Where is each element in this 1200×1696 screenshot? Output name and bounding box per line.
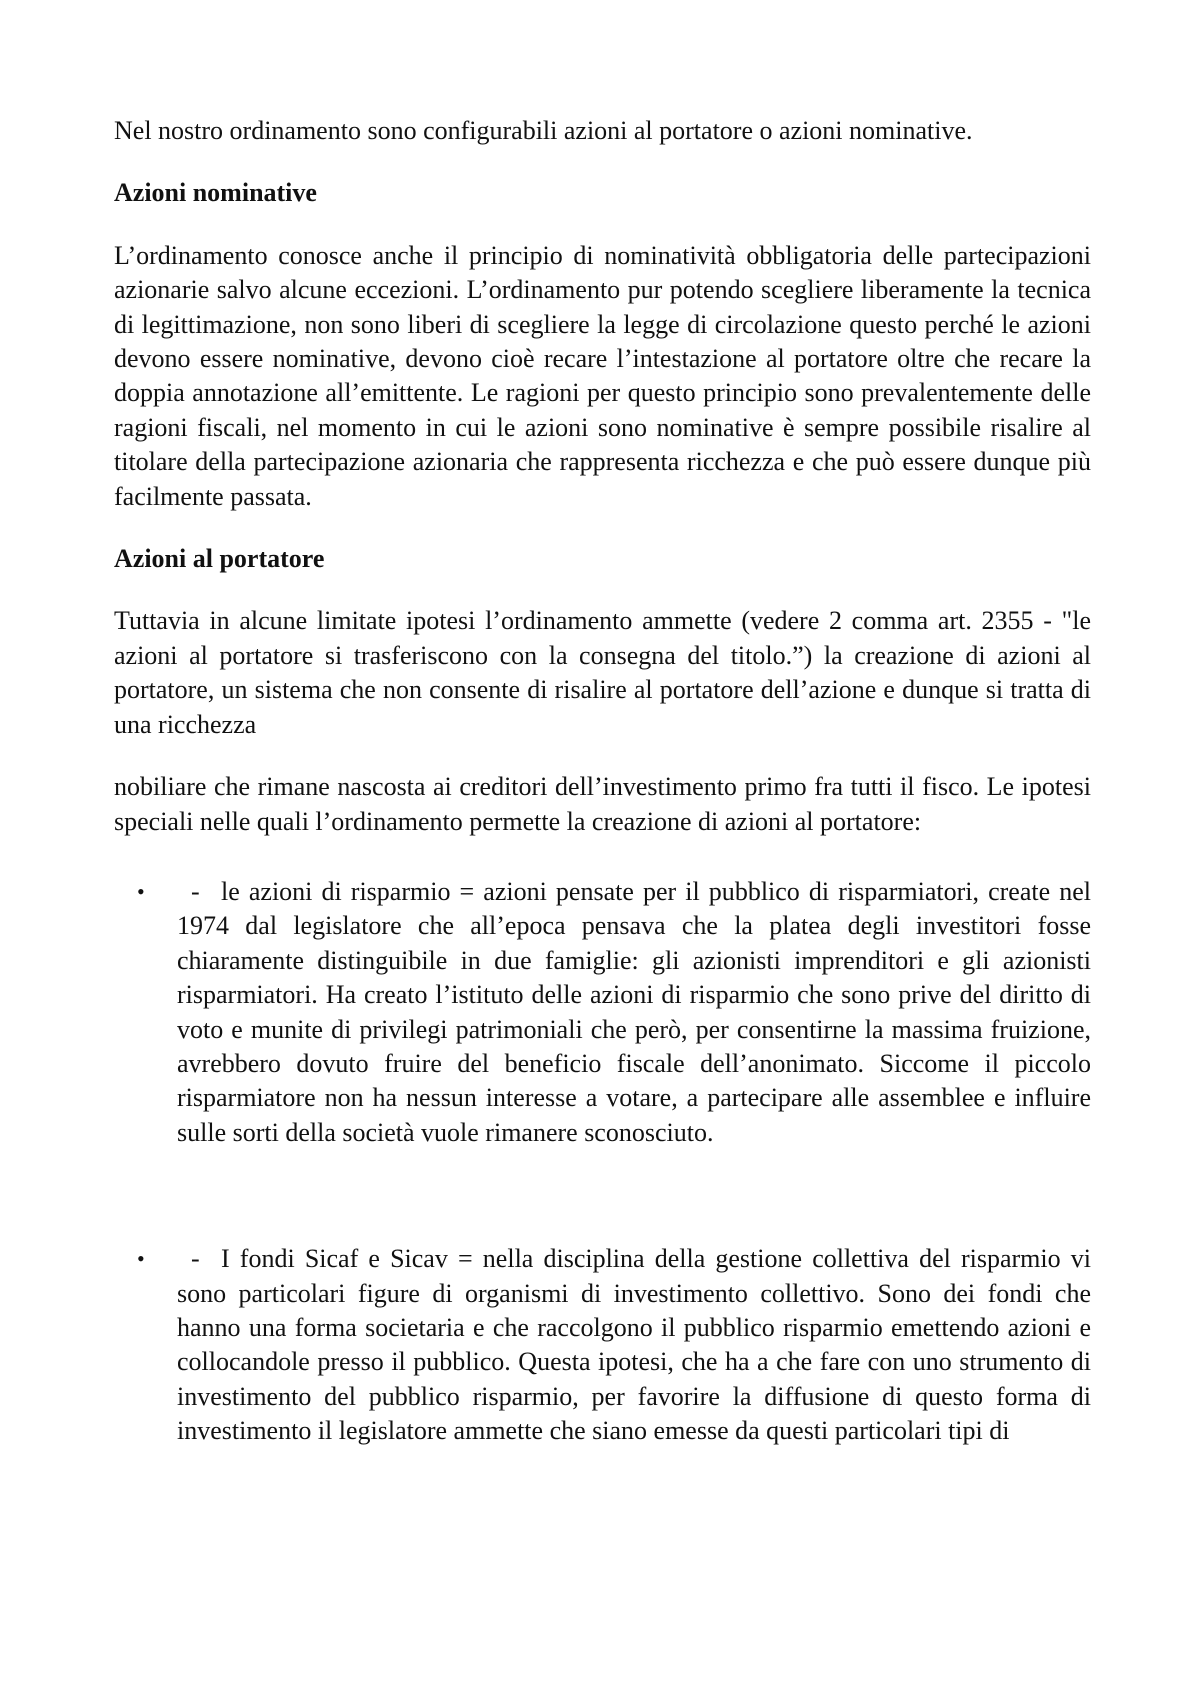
bullet-icon: • [137, 878, 145, 904]
dash-marker: - [191, 1244, 200, 1274]
section-body-continued: nobiliare che rimane nascosta ai creditori dell’investimento primo fra tutti il fisco. Le ipotesi speciali nelle quali l’ordinamento permette la creazione di azioni al portatore: [114, 772, 1091, 836]
list-item-text: I fondi Sicaf e Sicav = nella disciplina della gestione collettiva del risparmio vi sono particolari figure di organismi di investimento collettivo. Sono dei fondi che hanno una forma societaria e che raccolgono il pubblico risparmio emettendo azioni e collocandole presso il pubblico. Questa ipotesi, che ha a che fare con uno strumento di investimento del pubblico risparmio, per favorire la diffusione di questo forma di investimento il legislatore ammette che siano emesse da questi particolari tipi di [177, 1244, 1091, 1446]
section-body-azioni-nominative: L’ordinamento conosce anche il principio di nominatività obbligatoria delle partecipazioni azionarie salvo alcune eccezioni. L’ordinamento pur potendo scegliere liberamente la tecnica di legittimazione, non sono liberi di scegliere la legge di circolazione questo perché le azioni devono essere nominative, devono cioè recare l’intestazione al portatore oltre che recare la doppia annotazione all’emittente. Le ragioni per questo principio sono prevalentemente delle ragioni fiscali, nel momento in cui le azioni sono nominative è sempre possibile risalire al titolare della partecipazione azionaria che rappresenta ricchezza e che può essere dunque più facilmente passata. [114, 240, 1091, 511]
section-heading-azioni-al-portatore: Azioni al portatore [114, 544, 325, 574]
document-page [114, 114, 1091, 1449]
section-body-azioni-al-portatore: Tuttavia in alcune limitate ipotesi l’ordinamento ammette (vedere 2 comma art. 2355 - "le azioni al portatore si trasferiscono con la consegna del titolo.”) la creazione di azioni al portatore, un sistema che non consente di risalire al portatore dell’azione e dunque si tratta di una ricchezza [114, 606, 1091, 739]
list-item [114, 875, 1091, 1150]
intro-paragraph: Nel nostro ordinamento sono configurabili azioni al portatore o azioni nominative. [114, 116, 973, 145]
list-item [114, 1242, 1091, 1448]
bullet-icon: • [137, 1246, 145, 1272]
dash-marker: - [191, 876, 200, 906]
section-heading-azioni-nominative: Azioni nominative [114, 178, 317, 208]
list-item-text: le azioni di risparmio = azioni pensate per il pubblico di risparmiatori, create nel 1974 dal legislatore che all’epoca pensava che la platea degli investitori fosse chiaramente distinguibile in due famiglie: gli azionisti imprenditori e gli azionisti risparmiatori. Ha creato l’istituto delle azioni di risparmio che sono prive del diritto di voto e munite di privilegi patrimoniali che però, per consentirne la massima fruizione, avrebbero dovuto fruire del beneficio fiscale dell’anonimato. Siccome il piccolo risparmiatore non ha nessun interesse a votare, a partecipare alle assemblee e influire sulle sorti della società vuole rimanere sconosciuto. [177, 876, 1091, 1147]
